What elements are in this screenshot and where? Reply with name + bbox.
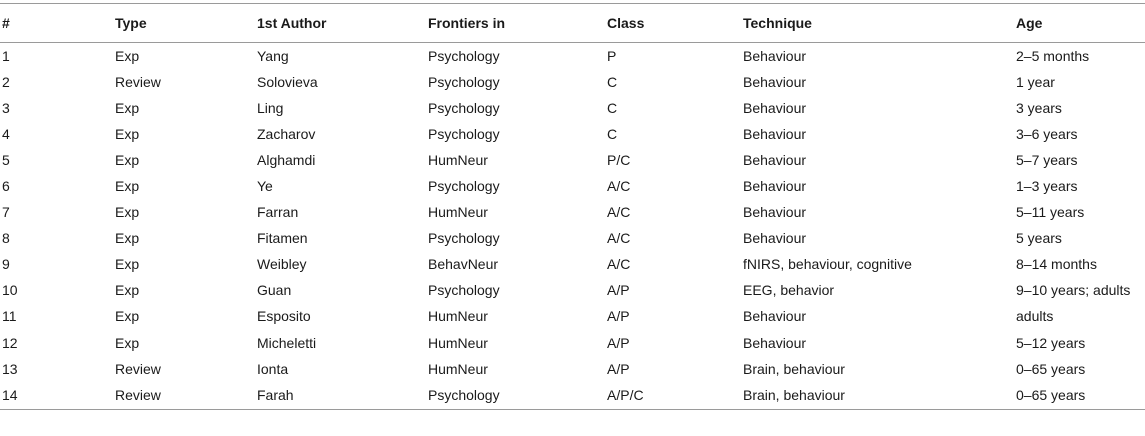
cell-number: 4 [2, 125, 10, 142]
cell-technique: Behaviour [743, 99, 807, 116]
cell-number: 14 [0, 382, 115, 410]
cell-class: A/C [607, 230, 631, 247]
cell-frontiers-in: HumNeur [428, 334, 488, 351]
cell-age: 9–10 years; adults [1016, 282, 1131, 299]
cell-age: adults [1016, 308, 1054, 325]
cell-frontiers-in: Psychology [428, 382, 607, 410]
cell-type: Exp [115, 230, 140, 247]
table-row [0, 121, 1145, 147]
cell-number: 6 [2, 178, 10, 195]
cell-class: A/C [607, 204, 631, 221]
cell-type: Exp [115, 47, 140, 64]
cell-age: 3–6 years [1016, 125, 1078, 142]
cell-type: Exp [115, 151, 140, 168]
cell-first-author: Ling [257, 99, 284, 116]
table-row [0, 277, 1145, 303]
cell-type: Exp [115, 308, 140, 325]
header-row [0, 4, 1145, 43]
cell-number: 1 [2, 47, 10, 64]
cell-class: P/C [607, 151, 631, 168]
cell-technique: Behaviour [743, 125, 807, 142]
column-header-frontiers-in: Frontiers in [428, 4, 607, 43]
cell-frontiers-in: Psychology [428, 99, 500, 116]
cell-class: C [607, 73, 618, 90]
cell-technique: Brain, behaviour [743, 382, 1016, 410]
table-row [0, 225, 1145, 251]
cell-age: 2–5 months [1016, 47, 1090, 64]
cell-technique: Behaviour [743, 230, 807, 247]
cell-first-author: Micheletti [257, 334, 317, 351]
cell-type: Exp [115, 256, 140, 273]
cell-class: A/C [607, 178, 631, 195]
cell-technique: Behaviour [743, 73, 807, 90]
cell-type: Exp [115, 178, 140, 195]
cell-first-author: Fitamen [257, 230, 308, 247]
column-header-technique: Technique [743, 4, 1016, 43]
cell-technique: Behaviour [743, 204, 807, 221]
cell-age: 8–14 months [1016, 256, 1097, 273]
table-row [0, 95, 1145, 121]
cell-first-author: Zacharov [257, 125, 316, 142]
cell-frontiers-in: Psychology [428, 73, 500, 90]
table-row [0, 330, 1145, 356]
table-row [0, 147, 1145, 173]
cell-frontiers-in: HumNeur [428, 360, 488, 377]
cell-first-author: Yang [257, 47, 289, 64]
cell-class: A/P [607, 360, 630, 377]
cell-class: C [607, 125, 618, 142]
column-header-type: Type [115, 4, 257, 43]
cell-technique: Behaviour [743, 47, 807, 64]
cell-number: 13 [2, 360, 18, 377]
table-row [0, 69, 1145, 95]
table-row [0, 303, 1145, 329]
cell-age: 1 year [1016, 73, 1055, 90]
cell-type: Review [115, 382, 257, 410]
cell-frontiers-in: HumNeur [428, 151, 488, 168]
cell-first-author: Solovieva [257, 73, 318, 90]
cell-first-author: Ye [257, 178, 273, 195]
cell-technique: Behaviour [743, 308, 807, 325]
cell-age: 0–65 years [1016, 382, 1145, 410]
cell-first-author: Farran [257, 204, 299, 221]
cell-number: 10 [2, 282, 18, 299]
cell-number: 11 [2, 308, 17, 325]
cell-number: 7 [2, 204, 10, 221]
table-row [0, 173, 1145, 199]
cell-frontiers-in: Psychology [428, 230, 500, 247]
cell-number: 2 [2, 73, 10, 90]
table-row [0, 382, 1145, 410]
cell-technique: Brain, behaviour [743, 360, 845, 377]
cell-type: Exp [115, 125, 140, 142]
cell-age: 5–12 years [1016, 334, 1086, 351]
cell-frontiers-in: Psychology [428, 282, 500, 299]
column-header-number: # [0, 4, 115, 43]
cell-frontiers-in: BehavNeur [428, 256, 499, 273]
study-table [0, 3, 1145, 410]
cell-class: C [607, 99, 618, 116]
cell-age: 5 years [1016, 230, 1062, 247]
cell-age: 3 years [1016, 99, 1062, 116]
table-row [0, 251, 1145, 277]
cell-first-author: Guan [257, 282, 292, 299]
cell-type: Exp [115, 99, 140, 116]
table-row [0, 356, 1145, 382]
cell-age: 5–7 years [1016, 151, 1078, 168]
cell-number: 8 [2, 230, 10, 247]
cell-technique: fNIRS, behaviour, cognitive [743, 256, 912, 273]
cell-type: Review [115, 73, 161, 90]
cell-number: 12 [2, 334, 18, 351]
cell-frontiers-in: HumNeur [428, 204, 488, 221]
cell-number: 5 [2, 151, 10, 168]
cell-technique: Behaviour [743, 151, 807, 168]
cell-age: 5–11 years [1016, 204, 1085, 221]
column-header-class: Class [607, 4, 743, 43]
cell-first-author: Alghamdi [257, 151, 316, 168]
cell-first-author: Farah [257, 382, 428, 410]
column-header-first-author: 1st Author [257, 4, 428, 43]
table-row [0, 199, 1145, 225]
cell-technique: Behaviour [743, 334, 807, 351]
table-header [0, 4, 1145, 43]
table-body [0, 43, 1145, 410]
cell-type: Exp [115, 204, 140, 221]
table-row [0, 43, 1145, 69]
cell-first-author: Ionta [257, 360, 289, 377]
cell-class: A/P [607, 334, 630, 351]
cell-age: 0–65 years [1016, 360, 1086, 377]
cell-first-author: Esposito [257, 308, 311, 325]
cell-class: A/P/C [607, 382, 743, 410]
cell-type: Review [115, 360, 161, 377]
cell-class: A/C [607, 256, 631, 273]
cell-technique: Behaviour [743, 178, 807, 195]
cell-class: A/P [607, 308, 630, 325]
cell-type: Exp [115, 282, 140, 299]
cell-class: P [607, 47, 617, 64]
cell-number: 9 [2, 256, 10, 273]
cell-frontiers-in: Psychology [428, 47, 500, 64]
cell-frontiers-in: Psychology [428, 178, 500, 195]
cell-technique: EEG, behavior [743, 282, 835, 299]
cell-first-author: Weibley [257, 256, 307, 273]
cell-class: A/P [607, 282, 630, 299]
cell-frontiers-in: HumNeur [428, 308, 488, 325]
column-header-age: Age [1016, 4, 1145, 43]
cell-type: Exp [115, 334, 140, 351]
cell-age: 1–3 years [1016, 178, 1078, 195]
cell-frontiers-in: Psychology [428, 125, 500, 142]
cell-number: 3 [2, 99, 10, 116]
